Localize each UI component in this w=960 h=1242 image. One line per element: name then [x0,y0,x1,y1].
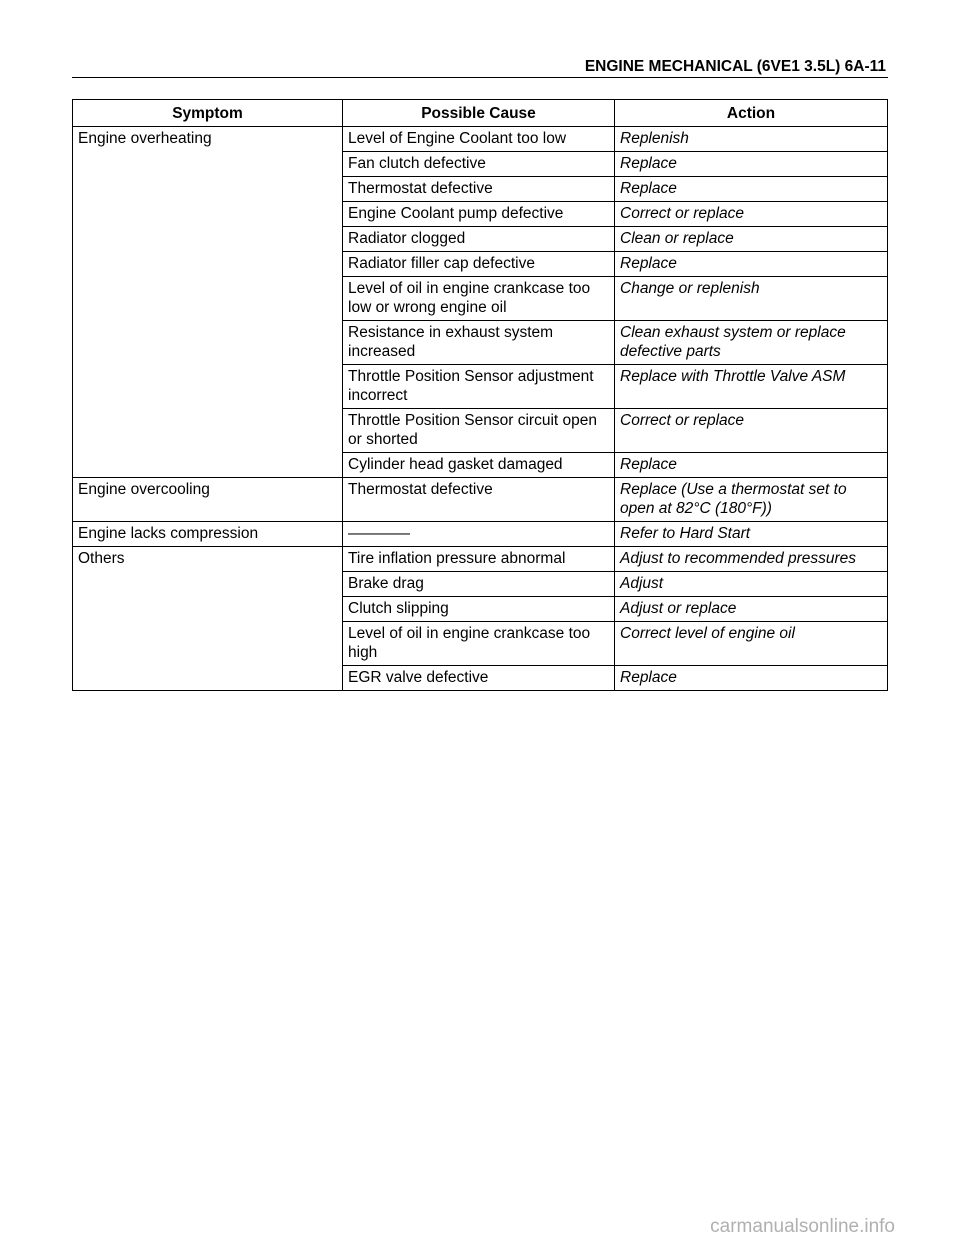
action-cell: Replace [615,453,888,478]
cause-cell: Radiator filler cap defective [343,252,615,277]
cause-cell: Clutch slipping [343,597,615,622]
table-row [73,478,888,522]
cause-cell: Level of oil in engine crankcase too low or wrong engine oil [343,277,615,321]
action-cell: Replace with Throttle Valve ASM [615,365,888,409]
action-cell: Replace [615,252,888,277]
cause-cell: ———— [343,522,615,547]
column-header-action: Action [615,100,888,127]
action-cell: Clean or replace [615,227,888,252]
cause-cell: Engine Coolant pump defective [343,202,615,227]
action-cell: Replace (Use a thermostat set to open at 82°C (180°F)) [615,478,888,522]
table-row [73,547,888,572]
table-header-row [73,100,888,127]
watermark-text: carmanualsonline.info [710,1216,895,1237]
cause-cell: EGR valve defective [343,666,615,691]
action-cell: Replace [615,666,888,691]
cause-cell: Tire inflation pressure abnormal [343,547,615,572]
action-cell: Replace [615,152,888,177]
action-cell: Correct or replace [615,202,888,227]
action-cell: Adjust to recommended pressures [615,547,888,572]
page-header-title: ENGINE MECHANICAL (6VE1 3.5L) 6A-11 [584,58,886,75]
symptom-cell: Engine lacks compression [73,522,343,547]
cause-cell: Level of Engine Coolant too low [343,127,615,152]
cause-cell: Fan clutch defective [343,152,615,177]
cause-cell: Throttle Position Sensor circuit open or shorted [343,409,615,453]
cause-cell: Level of oil in engine crankcase too high [343,622,615,666]
column-header-symptom: Symptom [73,100,343,127]
cause-cell: Resistance in exhaust system increased [343,321,615,365]
cause-cell: Cylinder head gasket damaged [343,453,615,478]
cause-cell: Thermostat defective [343,177,615,202]
action-cell: Adjust or replace [615,597,888,622]
action-cell: Adjust [615,572,888,597]
symptom-cell: Engine overcooling [73,478,343,522]
cause-cell: Radiator clogged [343,227,615,252]
symptom-cell: Engine overheating [73,127,343,478]
page-header [72,56,888,78]
cause-cell: Brake drag [343,572,615,597]
column-header-possible-cause: Possible Cause [343,100,615,127]
table-row [73,127,888,152]
cause-cell: Throttle Position Sensor adjustment incorrect [343,365,615,409]
action-cell: Correct level of engine oil [615,622,888,666]
action-cell: Replenish [615,127,888,152]
action-cell: Refer to Hard Start [615,522,888,547]
action-cell: Correct or replace [615,409,888,453]
troubleshooting-table [72,99,888,691]
symptom-cell: Others [73,547,343,691]
action-cell: Replace [615,177,888,202]
cause-cell: Thermostat defective [343,478,615,522]
action-cell: Change or replenish [615,277,888,321]
table-row [73,522,888,547]
action-cell: Clean exhaust system or replace defective parts [615,321,888,365]
